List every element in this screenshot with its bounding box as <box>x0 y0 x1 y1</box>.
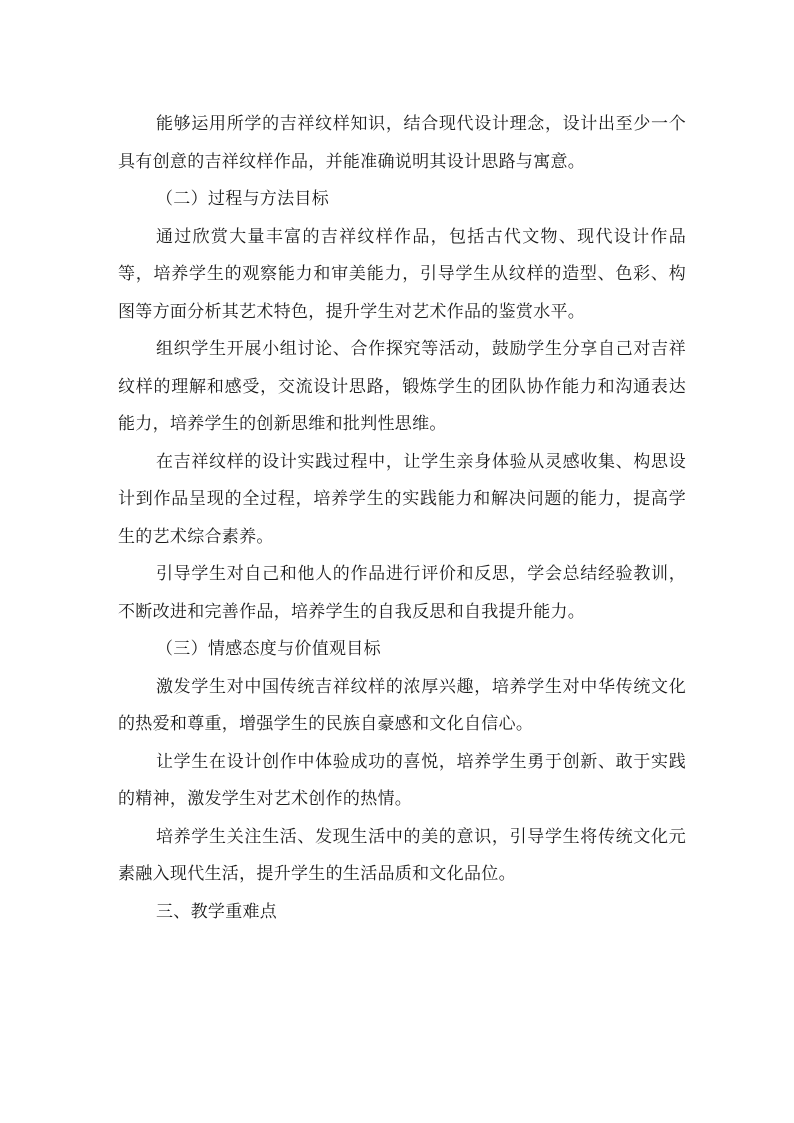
heading-process-method-goals: （二）过程与方法目标 <box>156 189 329 209</box>
paragraph-appreciation: 通过欣赏大量丰富的吉祥纹样作品，包括古代文物、现代设计作品等，培养学生的观察能力和审美能力，引导学生从纹样的造型、色彩、构图等方面分析其艺术特色，提升学生对艺术作品的鉴赏水平。 <box>118 226 686 322</box>
paragraph-life-beauty: 培养学生关注生活、发现生活中的美的意识，引导学生将传统文化元素融入现代生活，提升学生的生活品质和文化品位。 <box>118 826 686 884</box>
paragraph-evaluation-reflection: 引导学生对自己和他人的作品进行评价和反思，学会总结经验教训，不断改进和完善作品，培养学生的自我反思和自我提升能力。 <box>118 564 686 622</box>
paragraph-success-joy: 让学生在设计创作中体验成功的喜悦，培养学生勇于创新、敢于实践的精神，激发学生对艺术创作的热情。 <box>118 751 686 809</box>
paragraph-design-practice: 在吉祥纹样的设计实践过程中，让学生亲身体验从灵感收集、构思设计到作品呈现的全过程，培养学生的实践能力和解决问题的能力，提高学生的艺术综合素养。 <box>118 451 686 547</box>
paragraph-group-discussion: 组织学生开展小组讨论、合作探究等活动，鼓励学生分享自己对吉祥纹样的理解和感受，交流设计思路，锻炼学生的团队协作能力和沟通表达能力，培养学生的创新思维和批判性思维。 <box>118 339 686 434</box>
heading-teaching-key-points: 三、教学重难点 <box>156 901 278 922</box>
document-body <box>118 106 686 931</box>
paragraph-knowledge-goal: 能够运用所学的吉祥纹样知识，结合现代设计理念，设计出至少一个具有创意的吉祥纹样作品，并能准确说明其设计思路与寓意。 <box>118 114 686 172</box>
heading-emotion-values-goals: （三）情感态度与价值观目标 <box>156 639 381 659</box>
paragraph-interest-culture: 激发学生对中国传统吉祥纹样的浓厚兴趣，培养学生对中华传统文化的热爱和尊重，增强学生的民族自豪感和文化自信心。 <box>118 676 686 734</box>
